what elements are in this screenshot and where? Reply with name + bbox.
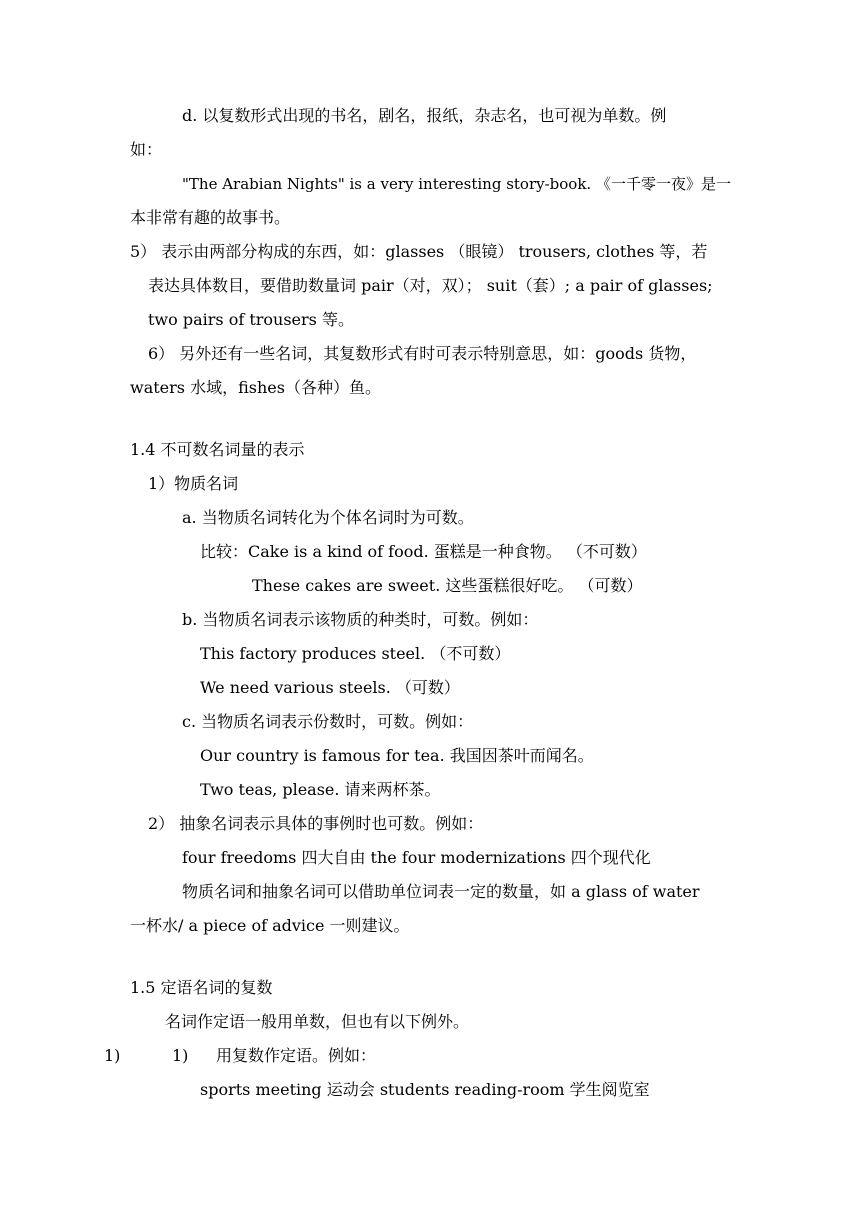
arabian-nights-line-1: "The Arabian Nights" is a very interesting story-book. 《一千零一夜》是一	[182, 175, 731, 193]
plural-attributive-example: sports meeting 运动会 students reading-room 学生阅览室	[200, 1080, 650, 1099]
d-item-line-1: d. 以复数形式出现的书名，剧名，报纸，杂志名，也可视为单数。例	[182, 106, 667, 125]
d-item-line-2: 如：	[130, 140, 163, 159]
unit-words-note-line-1: 物质名词和抽象名词可以借助单位词表一定的数量，如 a glass of water	[182, 882, 700, 901]
material-nouns-label: 1）物质名词	[148, 474, 239, 493]
item-5-line-3: two pairs of trousers 等。	[148, 310, 354, 329]
material-nouns-a-example-1: 比较：Cake is a kind of food. 蛋糕是一种食物。 （不可数）	[200, 542, 647, 561]
item-5-line-2: 表达具体数目，要借助数量词 pair（对，双）； suit（套）; a pair of glasses;	[148, 276, 713, 295]
material-nouns-b: b. 当物质名词表示该物质的种类时，可数。例如：	[182, 610, 539, 629]
item-5-line-1: 5） 表示由两部分构成的东西，如：glasses （眼镜） trousers, clothes 等，若	[130, 242, 708, 261]
arabian-nights-line-2: 本非常有趣的故事书。	[130, 208, 291, 227]
material-nouns-c-example-1: Our country is famous for tea. 我国因茶叶而闻名。	[200, 746, 594, 765]
section-heading-1-4: 1.4 不可数名词量的表示	[130, 440, 305, 459]
list-number-inner: 1)	[172, 1046, 189, 1065]
attributive-intro: 名词作定语一般用单数，但也有以下例外。	[165, 1012, 470, 1031]
plural-attributive-label: 用复数作定语。例如：	[216, 1046, 377, 1065]
material-nouns-a: a. 当物质名词转化为个体名词时为可数。	[182, 508, 474, 527]
abstract-nouns-label: 2） 抽象名词表示具体的事例时也可数。例如：	[148, 814, 484, 833]
material-nouns-b-example-1: This factory produces steel. （不可数）	[200, 644, 511, 663]
material-nouns-c-example-2: Two teas, please. 请来两杯茶。	[200, 780, 441, 799]
item-6-line-2: waters 水域，fishes（各种）鱼。	[130, 378, 381, 397]
unit-words-note-line-2: 一杯水/ a piece of advice 一则建议。	[130, 916, 410, 935]
material-nouns-a-example-2: These cakes are sweet. 这些蛋糕很好吃。 （可数）	[252, 576, 643, 595]
item-6-line-1: 6） 另外还有一些名词，其复数形式有时可表示特别意思，如：goods 货物，	[148, 344, 697, 363]
material-nouns-b-example-2: We need various steels. （可数）	[200, 678, 460, 697]
abstract-nouns-example: four freedoms 四大自由 the four modernizations 四个现代化	[182, 848, 651, 867]
material-nouns-c: c. 当物质名词表示份数时，可数。例如：	[182, 712, 474, 731]
section-heading-1-5: 1.5 定语名词的复数	[130, 978, 273, 997]
list-number-outer: 1)	[104, 1046, 121, 1065]
